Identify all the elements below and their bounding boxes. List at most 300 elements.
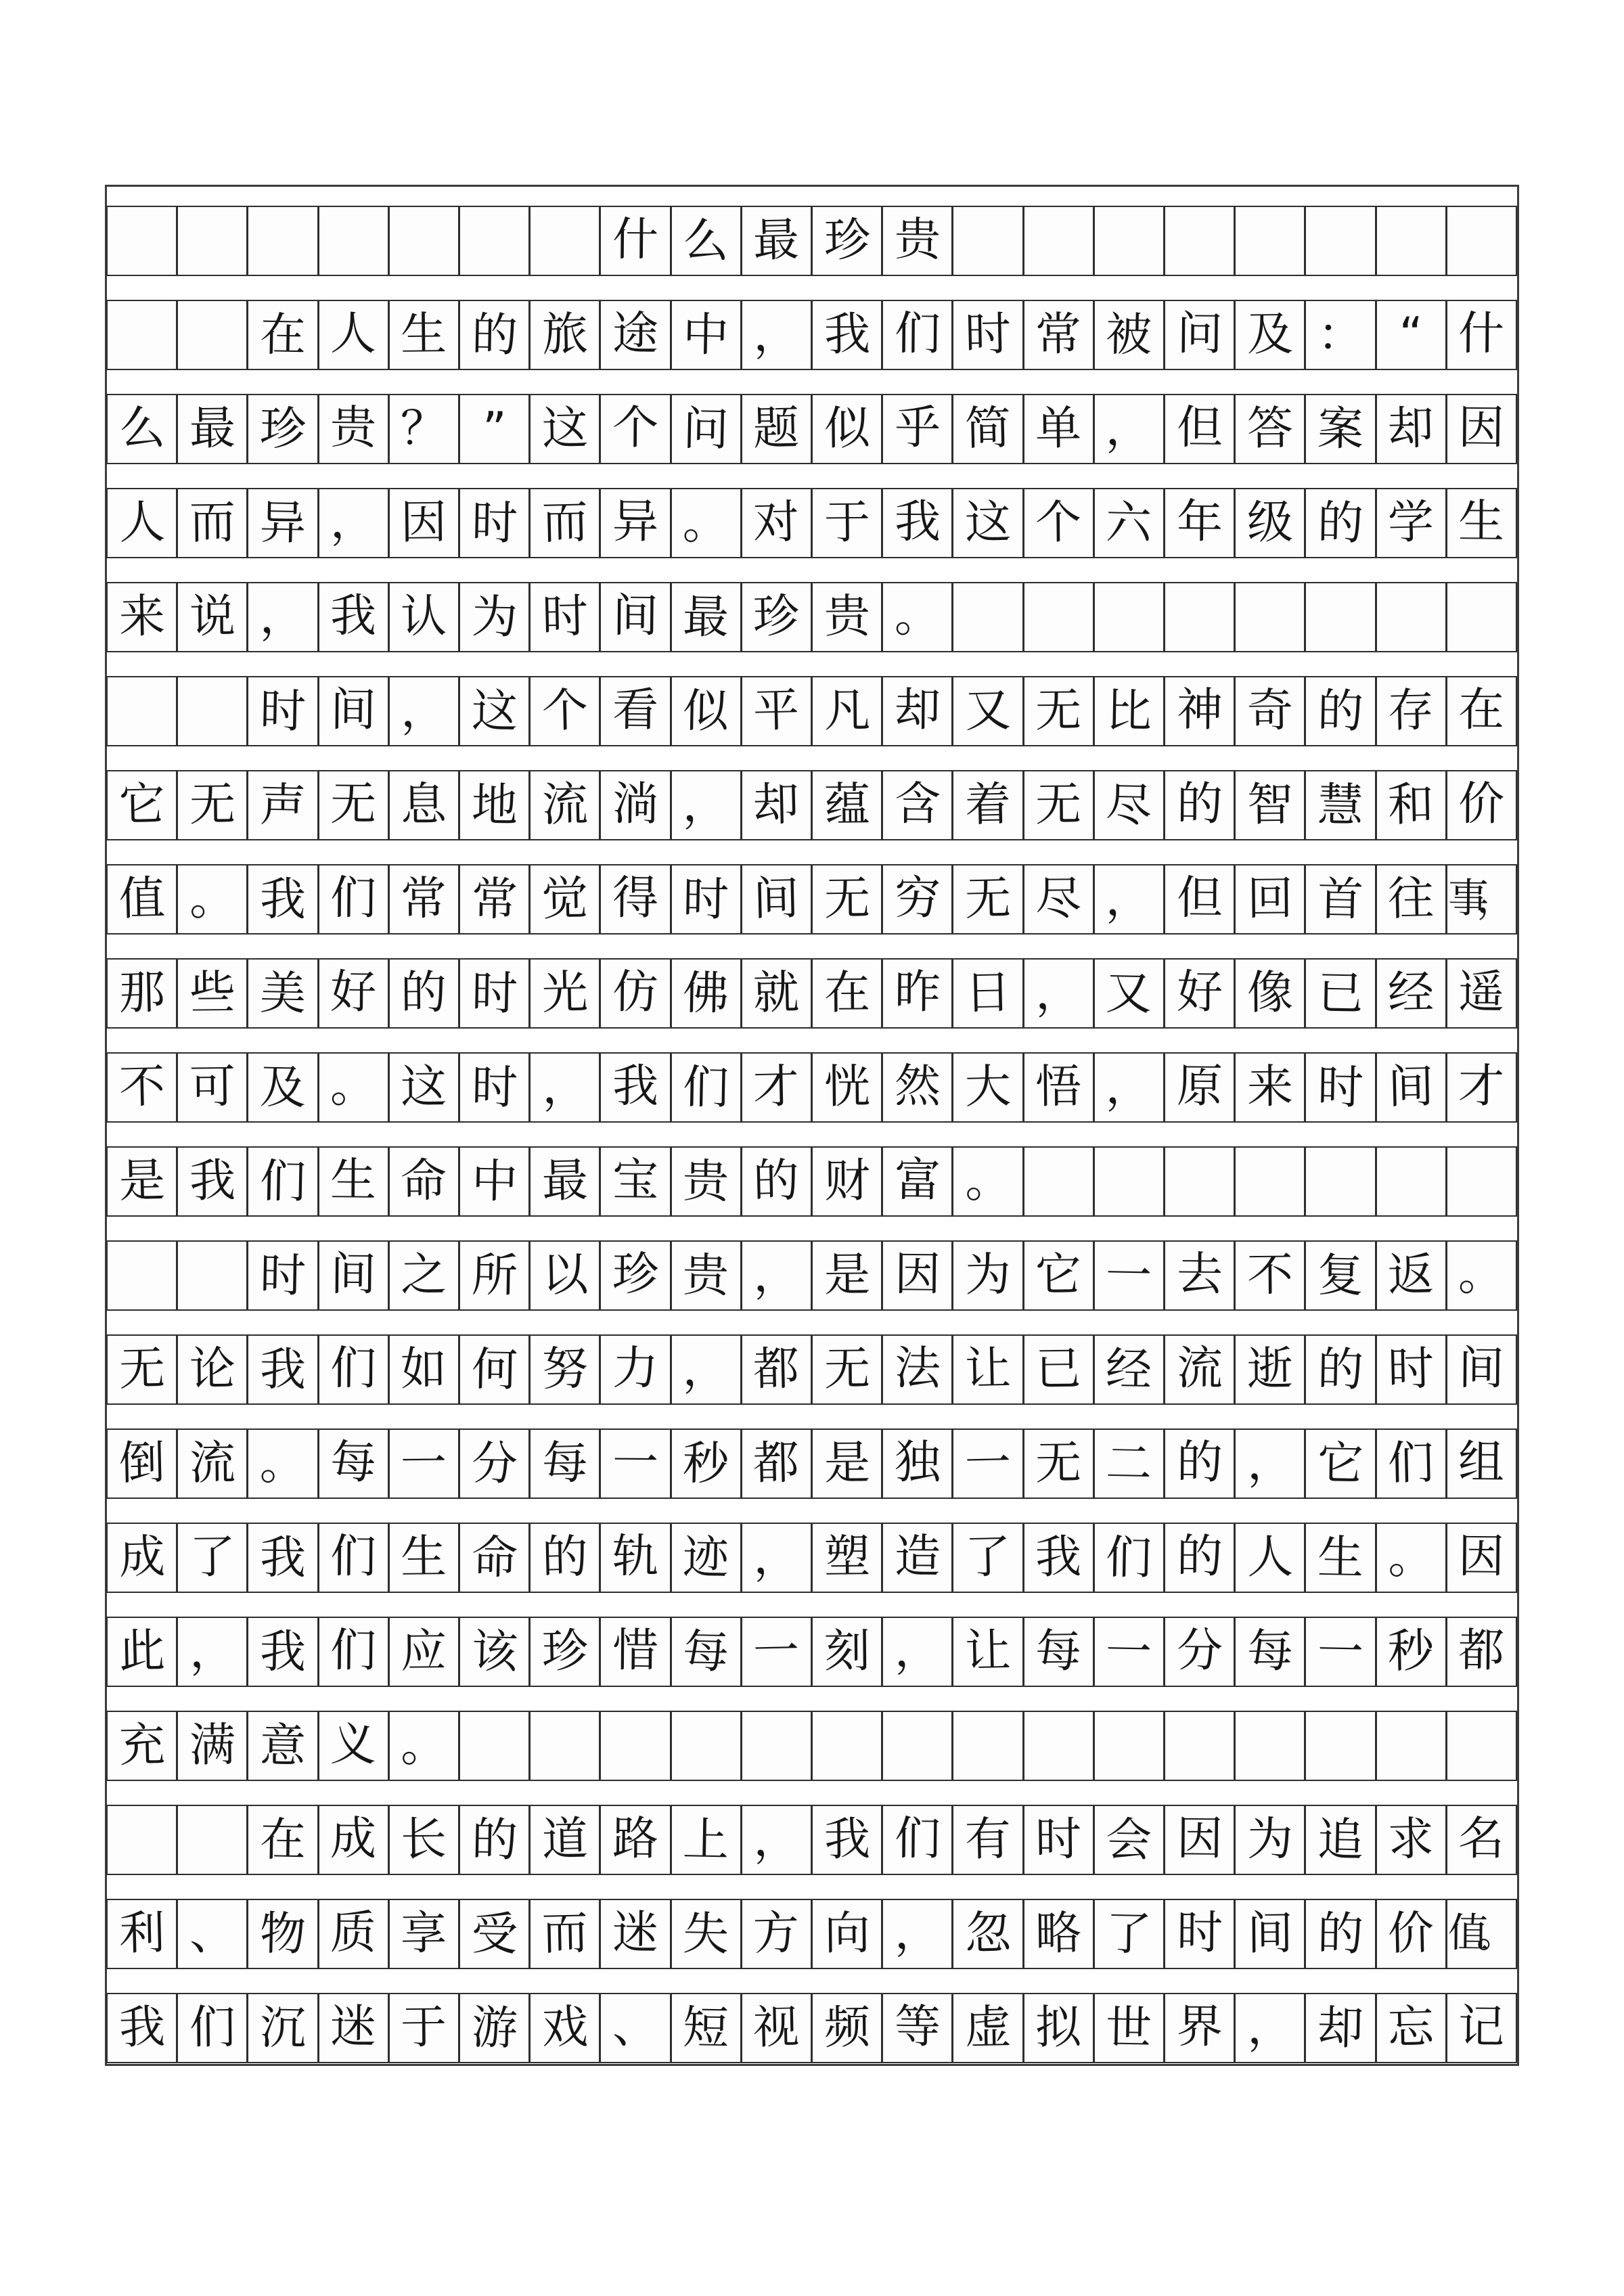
handwritten-character: 我 <box>189 1154 236 1209</box>
grid-cell <box>741 1711 812 1781</box>
grid-cell <box>247 676 318 746</box>
grid-cell <box>247 958 318 1029</box>
grid-cell <box>529 1523 600 1593</box>
grid-cell <box>1234 1334 1305 1405</box>
grid-cell <box>106 1711 177 1781</box>
grid-cell <box>1164 770 1235 840</box>
handwritten-character: 的 <box>470 308 518 363</box>
grid-cell <box>811 958 882 1029</box>
grid-cell <box>882 582 953 652</box>
handwritten-character: 却 <box>894 683 941 738</box>
handwritten-character: 无 <box>824 872 871 926</box>
grid-cell <box>882 300 953 370</box>
grid-cell <box>459 394 530 464</box>
grid-cell <box>1234 394 1305 464</box>
handwritten-character: 追 <box>1317 1813 1364 1868</box>
grid-cell <box>1305 1428 1376 1499</box>
handwritten-character: 贵 <box>330 401 377 455</box>
handwritten-character: 略 <box>1035 1906 1082 1961</box>
grid-cell <box>388 676 459 746</box>
grid-cell <box>952 394 1023 464</box>
grid-cell <box>1164 1993 1235 2063</box>
handwritten-character: 秒 <box>682 1437 729 1491</box>
handwritten-character: 息 <box>400 778 447 832</box>
handwritten-character: 因 <box>1458 1529 1505 1584</box>
handwritten-character: 像 <box>1246 966 1294 1020</box>
grid-cell <box>1234 864 1305 935</box>
grid-cell <box>529 1146 600 1217</box>
grid-cell <box>1023 1805 1094 1875</box>
handwritten-character: 似 <box>824 401 871 456</box>
grid-cell <box>811 206 882 276</box>
grid-cell <box>1164 488 1235 558</box>
handwritten-character: 沉 <box>259 2001 307 2056</box>
handwritten-character: 会 <box>1105 1813 1153 1868</box>
grid-cell <box>1305 1334 1376 1405</box>
handwritten-character: 间 <box>1387 1060 1435 1115</box>
grid-cell <box>1164 1617 1235 1687</box>
handwritten-character: 无 <box>1035 683 1082 738</box>
handwritten-character: 珍 <box>612 1247 659 1302</box>
grid-cell <box>1234 300 1305 370</box>
grid-cell <box>1446 1052 1517 1123</box>
grid-cell <box>882 864 953 935</box>
handwritten-character: 流 <box>1176 1341 1223 1396</box>
grid-cell <box>1093 1334 1165 1405</box>
handwritten-character: 最 <box>682 590 729 645</box>
grid-cell <box>811 1899 882 1969</box>
handwritten-character: ， <box>1105 402 1153 457</box>
handwritten-character: 来 <box>1246 1060 1294 1115</box>
grid-cell <box>952 1523 1023 1593</box>
grid-cell <box>1446 582 1517 652</box>
grid-cell <box>741 206 812 276</box>
grid-cell <box>1446 1711 1517 1781</box>
grid-cell <box>811 1240 882 1311</box>
handwritten-character: 努 <box>541 1342 589 1397</box>
handwritten-character: 它 <box>1317 1437 1364 1491</box>
handwritten-character: 答 <box>1246 401 1294 456</box>
grid-cell <box>1093 676 1165 746</box>
grid-cell <box>106 1334 177 1405</box>
grid-cell <box>1446 300 1517 370</box>
grid-cell <box>671 394 742 464</box>
grid-cell <box>388 864 459 935</box>
grid-cell <box>741 1334 812 1405</box>
handwritten-character: 含 <box>894 777 941 832</box>
handwritten-character: 及 <box>1246 307 1294 362</box>
grid-cell <box>459 1805 530 1875</box>
grid-cell <box>1093 582 1165 652</box>
handwritten-character: 秒 <box>1387 1624 1435 1679</box>
handwritten-character: ， <box>259 590 307 645</box>
handwritten-character: 意 <box>259 1719 307 1774</box>
handwritten-character: ， <box>1035 966 1082 1020</box>
handwritten-character: 二 <box>1105 1437 1153 1491</box>
grid-cell <box>952 958 1023 1029</box>
grid-cell <box>177 1993 248 2063</box>
grid-cell <box>1093 958 1165 1029</box>
handwritten-character: 成 <box>330 1811 377 1866</box>
grid-cell <box>671 300 742 370</box>
handwritten-character: 们 <box>330 1341 377 1396</box>
grid-cell <box>529 1993 600 2063</box>
handwritten-character: 间 <box>752 872 800 926</box>
grid-cell <box>741 1617 812 1687</box>
grid-cell <box>1376 676 1447 746</box>
grid-cell <box>671 1428 742 1499</box>
handwritten-character: 每 <box>1246 1624 1294 1679</box>
grid-cell <box>1023 676 1094 746</box>
grid-cell <box>600 1052 671 1123</box>
grid-cell <box>1376 864 1447 935</box>
handwritten-character: 好 <box>330 965 377 1020</box>
grid-cell <box>247 864 318 935</box>
handwritten-character: 间 <box>1458 1341 1505 1396</box>
handwritten-character: 值 <box>118 872 166 926</box>
grid-cell <box>1376 582 1447 652</box>
handwritten-character: 每 <box>1035 1624 1082 1679</box>
handwritten-character: 们 <box>259 1154 307 1209</box>
handwritten-character: 的 <box>541 1530 589 1585</box>
handwritten-character: ， <box>682 1343 729 1397</box>
handwritten-character: 悟 <box>1035 1060 1082 1115</box>
grid-cell <box>177 1146 248 1217</box>
handwritten-character: 都 <box>752 1342 800 1397</box>
text-row <box>107 583 1517 652</box>
handwritten-character: 物 <box>259 1907 307 1962</box>
grid-cell <box>318 958 389 1029</box>
grid-cell <box>952 1805 1023 1875</box>
handwritten-character: 题 <box>752 401 800 456</box>
grid-cell <box>459 488 530 558</box>
grid-cell <box>318 1899 389 1969</box>
handwritten-character: 。 <box>964 1154 1012 1209</box>
grid-cell <box>1164 1240 1235 1311</box>
handwritten-character: 我 <box>330 589 377 644</box>
grid-cell <box>529 1805 600 1875</box>
handwritten-character: 、 <box>612 2000 659 2054</box>
handwritten-character: 享 <box>400 1906 447 1961</box>
handwritten-character: 流 <box>189 1436 236 1491</box>
handwritten-character: 穷 <box>894 871 941 926</box>
handwritten-character: 生 <box>1458 495 1505 549</box>
handwritten-character: 人 <box>1246 1530 1294 1585</box>
handwritten-character: 的 <box>1317 1343 1364 1397</box>
handwritten-character: 价 <box>1387 1906 1435 1961</box>
handwritten-character: 的 <box>1317 1907 1364 1962</box>
handwritten-character: 我 <box>824 1812 871 1867</box>
grid-cell <box>811 1428 882 1499</box>
handwritten-character: 级 <box>1246 495 1294 550</box>
grid-cell <box>459 1523 530 1593</box>
handwritten-character: 。 <box>330 1059 377 1114</box>
grid-cell <box>177 1428 248 1499</box>
grid-cell <box>1305 394 1376 464</box>
grid-cell <box>882 1899 953 1969</box>
handwritten-character: 何 <box>470 1343 518 1397</box>
grid-cell <box>1093 1993 1165 2063</box>
grid-cell <box>459 582 530 652</box>
grid-cell <box>1093 1805 1165 1875</box>
handwritten-character: 可 <box>189 1060 236 1115</box>
grid-cell <box>741 1052 812 1123</box>
grid-cell <box>952 300 1023 370</box>
handwritten-character: 了 <box>189 1530 236 1585</box>
grid-cell <box>1164 394 1235 464</box>
grid-cell <box>600 1523 671 1593</box>
grid-cell <box>1093 488 1165 558</box>
handwritten-character: 这 <box>964 495 1012 550</box>
handwritten-character: 让 <box>964 1342 1012 1397</box>
grid-cell <box>1093 1146 1165 1217</box>
grid-cell <box>952 1052 1023 1123</box>
grid-cell <box>247 488 318 558</box>
grid-cell <box>600 1146 671 1217</box>
handwritten-character: 才 <box>752 1060 800 1115</box>
handwritten-character: 。 <box>682 496 729 551</box>
handwritten-character: 间 <box>330 683 377 738</box>
grid-cell <box>811 1711 882 1781</box>
handwritten-character: 逝 <box>1246 1342 1294 1397</box>
handwritten-character: 尽 <box>1035 872 1082 926</box>
handwritten-character: 而 <box>189 495 236 550</box>
handwritten-character: 。 <box>1387 1530 1435 1585</box>
grid-cell <box>106 1899 177 1969</box>
handwritten-character: 了 <box>1105 1907 1153 1962</box>
grid-cell <box>741 1240 812 1311</box>
handwritten-character: 时 <box>470 496 518 551</box>
grid-cell <box>600 864 671 935</box>
handwritten-character: 方 <box>752 1906 800 1961</box>
text-row <box>107 1617 1517 1687</box>
grid-cell <box>106 1993 177 2063</box>
grid-cell <box>1234 1805 1305 1875</box>
grid-cell <box>1093 770 1165 840</box>
text-row <box>107 1523 1517 1593</box>
grid-cell <box>600 1711 671 1781</box>
handwritten-character: 却 <box>1387 401 1435 456</box>
grid-cell <box>741 1899 812 1969</box>
grid-cell <box>600 1805 671 1875</box>
grid-cell <box>1023 1428 1094 1499</box>
grid-cell <box>177 394 248 464</box>
grid-cell <box>671 1805 742 1875</box>
handwritten-character: 之 <box>400 1248 447 1303</box>
handwritten-character: 常 <box>1035 307 1082 362</box>
grid-cell <box>741 1146 812 1217</box>
grid-cell <box>952 1428 1023 1499</box>
grid-cell <box>1234 676 1305 746</box>
handwritten-character: 为 <box>964 1248 1012 1303</box>
handwritten-character: 回 <box>1246 872 1294 926</box>
handwritten-character: 最 <box>189 401 236 456</box>
grid-cell <box>106 582 177 652</box>
grid-cell <box>318 1146 389 1217</box>
handwritten-character: 时 <box>470 966 518 1021</box>
handwritten-character: 所 <box>470 1248 518 1303</box>
text-row <box>107 1241 1517 1311</box>
handwritten-character: 和 <box>1387 778 1435 832</box>
handwritten-character: 佛 <box>682 966 729 1021</box>
handwritten-character: 生 <box>400 1530 447 1585</box>
handwritten-character: 戏 <box>541 2000 589 2055</box>
grid-cell <box>529 1052 600 1123</box>
grid-cell <box>1023 488 1094 558</box>
handwritten-character: 又 <box>1105 966 1153 1021</box>
grid-cell <box>388 206 459 276</box>
grid-cell <box>741 488 812 558</box>
grid-cell <box>671 1052 742 1123</box>
grid-cell <box>600 1240 671 1311</box>
grid-cell <box>459 1993 530 2063</box>
handwritten-character: 不 <box>1246 1248 1294 1303</box>
grid-cell <box>1446 1146 1517 1217</box>
grid-cell <box>600 1617 671 1687</box>
grid-cell <box>529 300 600 370</box>
grid-cell <box>811 1617 882 1687</box>
grid-cell <box>529 1334 600 1405</box>
handwritten-character: 的 <box>470 1813 518 1868</box>
handwritten-character: 中 <box>470 1154 518 1209</box>
handwritten-character: 有 <box>964 1812 1012 1867</box>
grid-cell <box>1023 582 1094 652</box>
handwritten-character: 的 <box>1176 1435 1223 1490</box>
handwritten-character: 我 <box>612 1059 659 1114</box>
handwritten-character: 遥 <box>1458 965 1505 1020</box>
handwritten-character: 无 <box>189 778 236 832</box>
grid-cell <box>247 1617 318 1687</box>
handwritten-character: 长 <box>400 1812 447 1867</box>
grid-cell <box>1164 864 1235 935</box>
handwritten-character: ， <box>400 683 447 738</box>
text-row <box>107 771 1517 840</box>
handwritten-character: 忽 <box>964 1906 1012 1961</box>
grid-cell <box>952 1334 1023 1405</box>
grid-cell <box>247 1052 318 1123</box>
grid-cell <box>882 1146 953 1217</box>
grid-cell <box>318 1523 389 1593</box>
handwritten-character: 游 <box>470 2001 518 2056</box>
text-row <box>107 677 1517 746</box>
handwritten-character: 常 <box>400 872 447 926</box>
grid-cell <box>811 488 882 558</box>
grid-cell <box>952 1146 1023 1217</box>
handwritten-character: 尽 <box>1105 778 1153 833</box>
text-row <box>107 1994 1517 2063</box>
handwritten-character: 为 <box>470 590 518 645</box>
grid-cell <box>1305 1899 1376 1969</box>
handwritten-character: 日 <box>964 966 1012 1020</box>
handwritten-character: 问 <box>1176 307 1223 361</box>
grid-cell <box>1164 1711 1235 1781</box>
handwritten-character: 力 <box>612 1341 659 1396</box>
grid-cell <box>811 582 882 652</box>
handwritten-character: 不 <box>118 1060 166 1115</box>
grid-cell <box>600 958 671 1029</box>
grid-cell <box>318 488 389 558</box>
grid-cell <box>741 864 812 935</box>
handwritten-character: 频 <box>824 2000 871 2055</box>
handwritten-character: 们 <box>330 871 377 926</box>
grid-cell <box>529 206 600 276</box>
handwritten-character: 都 <box>752 1436 800 1491</box>
handwritten-character: 往 <box>1387 872 1435 926</box>
handwritten-character: 因 <box>400 495 447 550</box>
handwritten-character: 此 <box>118 1624 166 1679</box>
handwritten-character: 大 <box>964 1060 1012 1115</box>
grid-cell <box>1305 676 1376 746</box>
handwritten-character: 流 <box>541 778 589 832</box>
grid-cell <box>1376 1428 1447 1499</box>
handwritten-character: 无 <box>1035 778 1082 832</box>
grid-cell <box>177 206 248 276</box>
grid-cell <box>1164 1523 1235 1593</box>
grid-cell <box>600 770 671 840</box>
handwritten-character: 么 <box>118 401 166 456</box>
grid-cell <box>882 1428 953 1499</box>
grid-cell <box>459 1052 530 1123</box>
handwritten-character: 得 <box>612 871 659 926</box>
handwritten-character: 。 <box>189 872 236 926</box>
grid-cell <box>106 206 177 276</box>
grid-cell <box>1234 582 1305 652</box>
grid-cell <box>671 206 742 276</box>
grid-cell <box>177 864 248 935</box>
grid-cell <box>1376 1146 1447 1217</box>
grid-cell <box>177 958 248 1029</box>
grid-cell <box>1164 582 1235 652</box>
handwritten-character: 然 <box>894 1059 941 1114</box>
grid-cell <box>177 770 248 840</box>
grid-cell <box>529 676 600 746</box>
handwritten-character: 失 <box>682 1907 729 1962</box>
handwritten-character: 富 <box>894 1153 941 1208</box>
grid-cell <box>600 676 671 746</box>
grid-cell <box>459 1240 530 1311</box>
handwritten-character: 利 <box>118 1906 166 1961</box>
grid-cell <box>388 1805 459 1875</box>
grid-cell <box>741 958 812 1029</box>
grid-cell <box>1376 1523 1447 1593</box>
grid-cell <box>529 1428 600 1499</box>
grid-cell <box>459 1899 530 1969</box>
grid-cell <box>1376 1993 1447 2063</box>
grid-cell <box>318 1993 389 2063</box>
handwritten-character: 珍 <box>541 1624 589 1679</box>
handwritten-character: 虚 <box>964 2000 1012 2055</box>
handwritten-character: 看 <box>612 683 659 738</box>
handwritten-character: 似 <box>682 684 729 739</box>
handwritten-character: “ <box>1398 307 1424 362</box>
grid-cell <box>1376 1240 1447 1311</box>
grid-cell <box>106 1428 177 1499</box>
grid-cell <box>106 1617 177 1687</box>
handwritten-character: 独 <box>894 1435 941 1490</box>
grid-cell <box>671 1334 742 1405</box>
grid-cell <box>811 1146 882 1217</box>
grid-cell <box>177 1711 248 1781</box>
grid-cell <box>1234 1993 1305 2063</box>
grid-cell <box>388 1617 459 1687</box>
grid-cell <box>529 488 600 558</box>
handwritten-character: 光 <box>541 966 589 1020</box>
handwritten-character: 珍 <box>824 213 871 268</box>
handwritten-character: 这 <box>541 401 589 456</box>
grid-cell <box>459 676 530 746</box>
handwritten-character: 路 <box>612 1811 659 1866</box>
grid-cell <box>600 394 671 464</box>
